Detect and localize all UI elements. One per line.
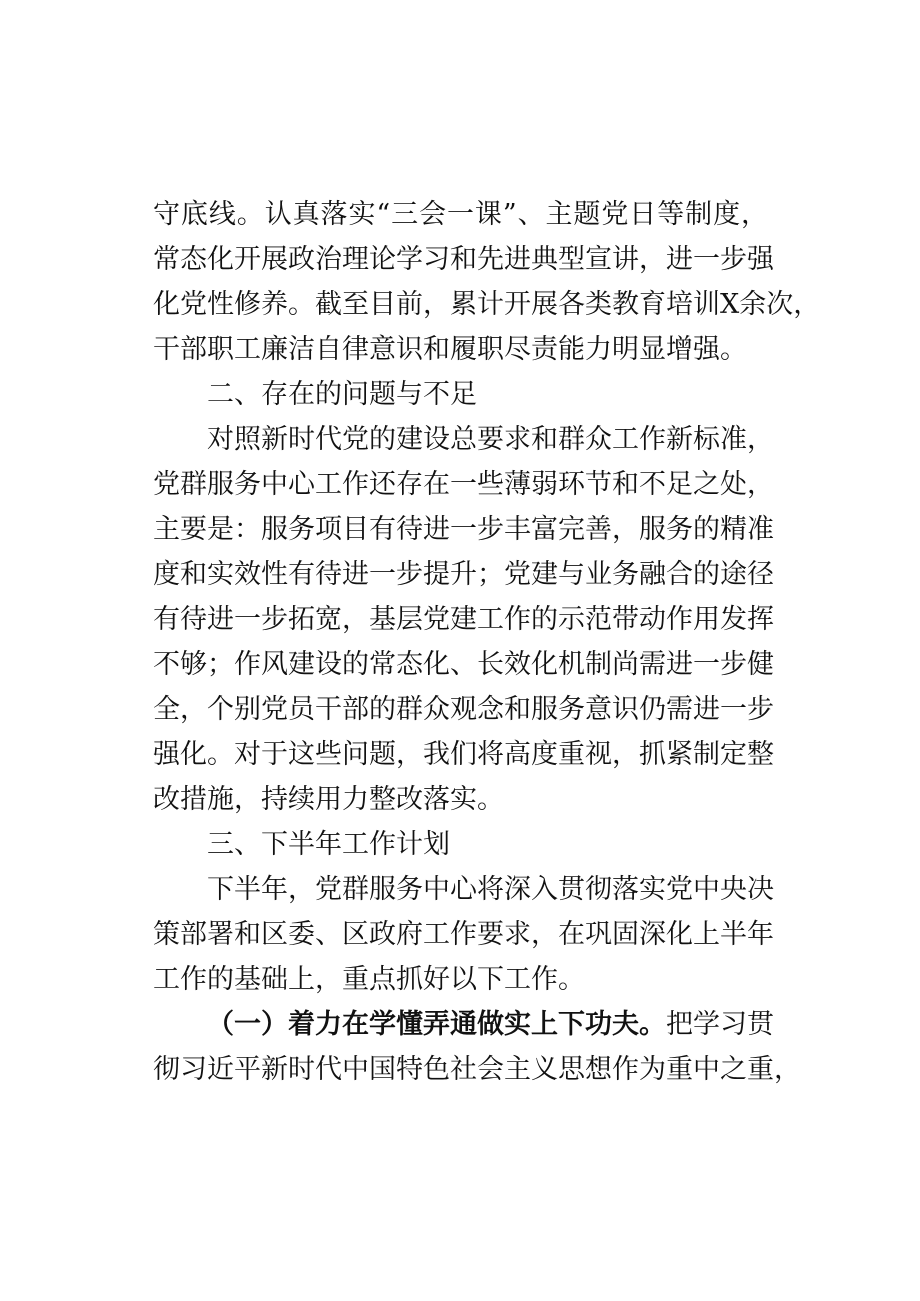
paragraph-line: 改措施，持续用力整改落实。 [153,784,504,815]
paragraph-line: 全，个别党员干部的群众观念和服务意识仍需进一步 [153,694,774,725]
paragraph-line: 有待进一步拓宽，基层党建工作的示范带动作用发挥 [153,604,774,635]
paragraph-line: 策部署和区委、区政府工作要求，在巩固深化上半年 [153,919,774,950]
section-heading: 三、下半年工作计划 [207,829,450,860]
subsection-line [207,1003,774,1047]
paragraph-line: 党群服务中心工作还存在一些薄弱环节和不足之处， [153,469,774,500]
paragraph-line: 工作的基础上，重点抓好以下工作。 [153,964,585,995]
paragraph-line: 化党性修养。截至目前，累计开展各类教育培训X余次， [153,289,821,320]
paragraph-line: 下半年，党群服务中心将深入贯彻落实党中央决 [207,874,774,905]
paragraph-line: 对照新时代党的建设总要求和群众工作新标准， [207,424,774,455]
paragraph-line: 主要是：服务项目有待进一步丰富完善，服务的精准 [153,514,774,545]
subsection-lead: （一）着力在学懂弄通做实上下功夫。 [207,1009,666,1040]
paragraph-line: 干部职工廉洁自律意识和履职尽责能力明显增强。 [153,334,747,365]
paragraph-line: 不够；作风建设的常态化、长效化机制尚需进一步健 [153,649,774,680]
paragraph-line: 度和实效性有待进一步提升；党建与业务融合的途径 [153,559,774,590]
subsection-text: 把学习贯 [666,1009,774,1040]
paragraph-line: 守底线。认真落实“三会一课”、主题党日等制度， [153,199,768,230]
paragraph-line: 常态化开展政治理论学习和先进典型宣讲，进一步强 [153,244,774,275]
paragraph-line: 强化。对于这些问题，我们将高度重视，抓紧制定整 [153,739,774,770]
paragraph-line: 彻习近平新时代中国特色社会主义思想作为重中之重， [153,1054,801,1085]
section-heading: 二、存在的问题与不足 [207,379,477,410]
